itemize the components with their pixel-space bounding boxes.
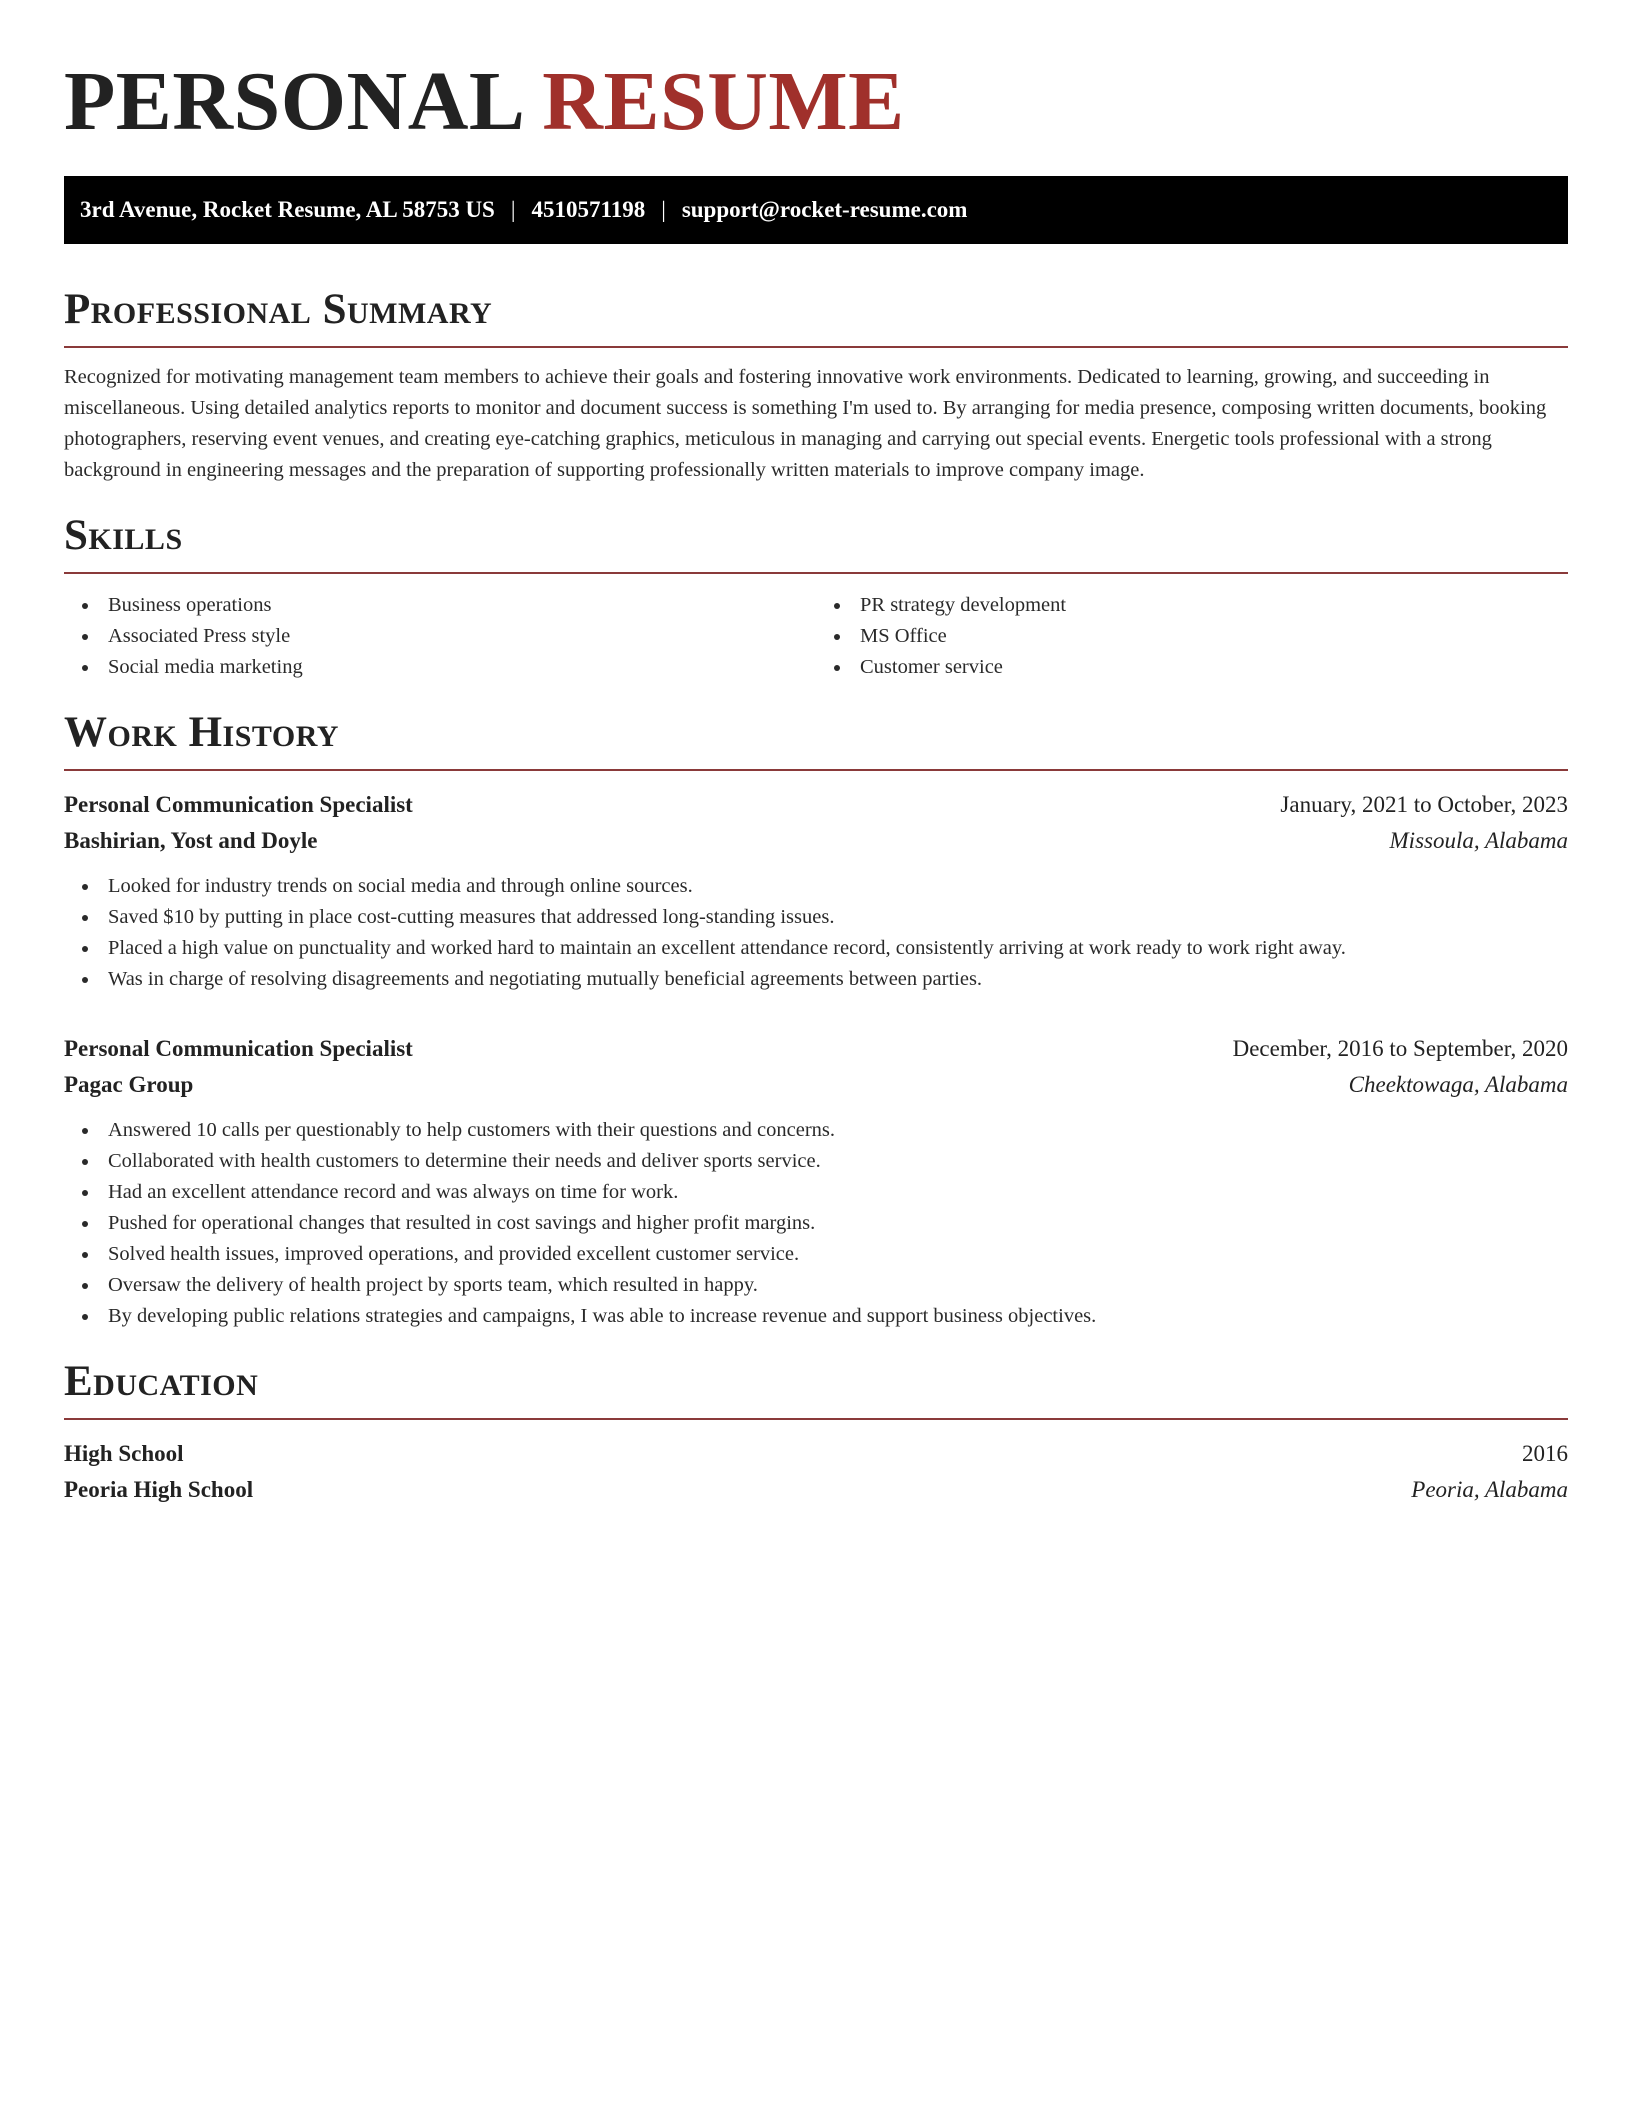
job-dates: December, 2016 to September, 2020	[1232, 1036, 1568, 1061]
skill-item: Customer service	[816, 652, 1568, 683]
job-bullet: Pushed for operational changes that resulted in cost savings and higher profit margins.	[64, 1208, 1568, 1239]
summary-heading: Professional Summary	[64, 284, 1568, 348]
skill-item: PR strategy development	[816, 590, 1568, 621]
job-bullet: Saved $10 by putting in place cost-cutting measures that addressed long-standing issues.	[64, 902, 1568, 933]
work-history-heading: Work History	[64, 707, 1568, 771]
skill-item: MS Office	[816, 621, 1568, 652]
job-dates: January, 2021 to October, 2023	[1280, 792, 1568, 817]
skills-heading: Skills	[64, 510, 1568, 574]
skill-item: Business operations	[64, 590, 816, 621]
education-school-row	[64, 1472, 1568, 1508]
title-last-word: RESUME	[542, 55, 905, 148]
contact-email: support@rocket-resume.com	[681, 197, 968, 222]
title-first-word: PERSONAL	[64, 55, 521, 148]
contact-separator: |	[510, 197, 516, 222]
job-bullet: Collaborated with health customers to determine their needs and deliver sports service.	[64, 1146, 1568, 1177]
job-bullets	[64, 871, 1568, 995]
job-bullet: Had an excellent attendance record and was always on time for work.	[64, 1177, 1568, 1208]
job-location: Cheektowaga, Alabama	[1348, 1072, 1568, 1097]
skill-item: Associated Press style	[64, 621, 816, 652]
job-company-row	[64, 1067, 1568, 1103]
job-title-row	[64, 787, 1568, 823]
job-bullet: Looked for industry trends on social media and through online sources.	[64, 871, 1568, 902]
education-year: 2016	[1522, 1441, 1568, 1466]
contact-phone: 4510571198	[531, 197, 646, 222]
education-heading: Education	[64, 1356, 1568, 1420]
summary-text: Recognized for motivating management team members to achieve their goals and fostering innovative work environments. Dedicated to learning, growing, and succeeding in miscellaneous. Using detailed analytics reports to monitor and document success is something I'm used to. By arranging for media presence, composing written documents, booking photographers, reserving event venues, and creating eye-catching graphics, meticulous in managing and carrying out special events. Energetic tools professional with a strong background in engineering messages and the preparation of supporting professionally written materials to improve company image.	[64, 366, 1547, 481]
skills-column-right	[816, 590, 1568, 683]
education-degree: High School	[64, 1441, 184, 1466]
job-company: Bashirian, Yost and Doyle	[64, 828, 318, 853]
skill-item: Social media marketing	[64, 652, 816, 683]
job-title: Personal Communication Specialist	[64, 792, 413, 817]
education-entry	[64, 1436, 1568, 1508]
education-degree-row	[64, 1436, 1568, 1472]
job-bullets	[64, 1115, 1568, 1332]
job-bullet: Answered 10 calls per questionably to help customers with their questions and concerns.	[64, 1115, 1568, 1146]
job-title: Personal Communication Specialist	[64, 1036, 413, 1061]
education-school: Peoria High School	[64, 1477, 254, 1502]
education-location: Peoria, Alabama	[1411, 1477, 1568, 1502]
job-company: Pagac Group	[64, 1072, 194, 1097]
skills-column-left	[64, 590, 816, 683]
job-bullet: Was in charge of resolving disagreements and negotiating mutually beneficial agreements between parties.	[64, 964, 1568, 995]
contact-address: 3rd Avenue, Rocket Resume, AL 58753 US	[80, 197, 495, 222]
job-bullet: Placed a high value on punctuality and worked hard to maintain an excellent attendance record, consistently arriving at work ready to work right away.	[64, 933, 1568, 964]
job-location: Missoula, Alabama	[1389, 828, 1568, 853]
skills-list	[64, 590, 1568, 683]
contact-separator: |	[661, 197, 666, 222]
job-bullet: By developing public relations strategies and campaigns, I was able to increase revenue and support business objectives.	[64, 1301, 1568, 1332]
job-bullet: Oversaw the delivery of health project by sports team, which resulted in happy.	[64, 1270, 1568, 1301]
job-title-row	[64, 1031, 1568, 1067]
resume-title	[64, 52, 1568, 152]
job-bullet: Solved health issues, improved operations, and provided excellent customer service.	[64, 1239, 1568, 1270]
contact-bar	[64, 176, 1568, 244]
job-company-row	[64, 823, 1568, 859]
job-entry	[64, 1031, 1568, 1332]
job-entry	[64, 787, 1568, 995]
